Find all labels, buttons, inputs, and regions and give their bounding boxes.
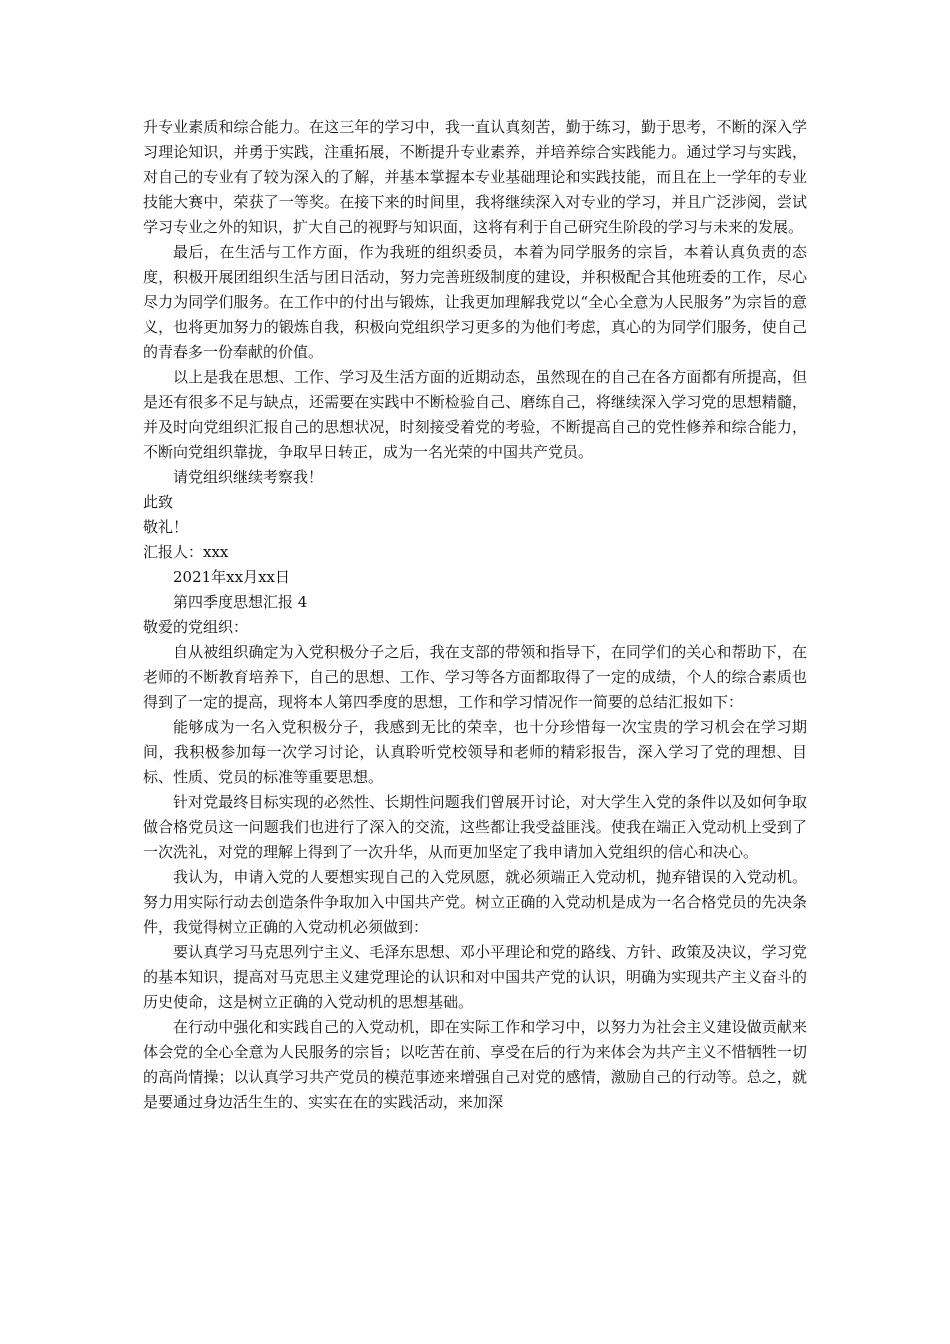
- body-paragraph: 要认真学习马克思列宁主义、毛泽东思想、邓小平理论和党的路线、方针、政策及决议，学习党的基本知识，提高对马克思主义建党理论的认识和对中国共产党的认识，明确为实现共产主义奋斗的历史使命，这是树立正确的入党动机的思想基础。: [143, 943, 807, 1011]
- section-title: 第四季度思想汇报 4: [173, 593, 308, 611]
- body-paragraph: 我认为，申请入党的人要想实现自己的入党夙愿，就必须端正入党动机，抛弃错误的入党动机。努力用实际行动去创造条件争取加入中国共产党。树立正确的入党动机是成为一名合格党员的先决条件，我觉得树立正确的入党动机必须做到：: [143, 868, 807, 936]
- body-paragraph: 针对党最终目标实现的必然性、长期性问题我们曾展开讨论，对大学生入党的条件以及如何争取做合格党员这一问题我们也进行了深入的交流，这些都让我受益匪浅。使我在端正入党动机上受到了一次洗礼，对党的理解上得到了一次升华，从而更加坚定了我申请加入党组织的信心和决心。: [143, 793, 807, 861]
- closing-request: 请党组织继续考察我！: [173, 468, 324, 486]
- body-paragraph: 升专业素质和综合能力。在这三年的学习中，我一直认真刻苦，勤于练习，勤于思考，不断的深入学习理论知识，并勇于实践，注重拓展，不断提升专业素养，并培养综合实践能力。通过学习与实践，对自己的专业有了较为深入的了解，并基本掌握本专业基础理论和实践技能，而且在上一学年的专业技能大赛中，荣获了一等奖。在接下来的时间里，我将继续深入对专业的学习，并且广泛涉阅，尝试学习专业之外的知识，扩大自己的视野与知识面，这将有利于自己研究生阶段的学习与未来的发展。: [143, 118, 807, 236]
- salutation-jingli: 敬礼！: [143, 518, 189, 536]
- document-body: [143, 115, 807, 1115]
- salutation-cizhi: 此致: [143, 493, 174, 511]
- report-date: 2021年xx月xx日: [173, 568, 291, 586]
- body-paragraph: 自从被组织确定为入党积极分子之后，我在支部的带领和指导下，在同学们的关心和帮助下，在老师的不断教育培养下，自己的思想、工作、学习等各方面都取得了一定的成绩，个人的综合素质也得到了一定的提高，现将本人第四季度的思想，工作和学习情况作一简要的总结汇报如下：: [143, 643, 807, 711]
- body-paragraph: 以上是我在思想、工作、学习及生活方面的近期动态，虽然现在的自己在各方面都有所提高，但是还有很多不足与缺点，还需要在实践中不断检验自己、磨练自己，将继续深入学习党的思想精髓，并及时向党组织汇报自己的思想状况，时刻接受着党的考验，不断提高自己的党性修养和综合能力，不断向党组织靠拢，争取早日转正，成为一名光荣的中国共产党员。: [143, 368, 807, 461]
- body-paragraph: 能够成为一名入党积极分子，我感到无比的荣幸，也十分珍惜每一次宝贵的学习机会在学习期间，我积极参加每一次学习讨论，认真聆听党校领导和老师的精彩报告，深入学习了党的理想、目标、性质、党员的标准等重要思想。: [143, 718, 807, 786]
- reporter-signature: 汇报人：xxx: [143, 543, 229, 561]
- body-paragraph: 最后，在生活与工作方面，作为我班的组织委员，本着为同学服务的宗旨，本着认真负责的态度，积极开展团组织生活与团日活动，努力完善班级制度的建设，并积极配合其他班委的工作，尽心尽力为同学们服务。在工作中的付出与锻炼，让我更加理解我党以“全心全意为人民服务”为宗旨的意义，也将更加努力的锻炼自我，积极向党组织学习更多的为他们考虑，真心的为同学们服务，使自己的青春多一份奉献的价值。: [143, 243, 807, 361]
- greeting: 敬爱的党组织：: [143, 618, 249, 636]
- body-paragraph: 在行动中强化和实践自己的入党动机，即在实际工作和学习中，以努力为社会主义建设做贡献来体会党的全心全意为人民服务的宗旨；以吃苦在前、享受在后的行为来体会为共产主义不惜牺牲一切的高尚情操；以认真学习共产党员的模范事迹来增强自己对党的感情，激励自己的行动等。总之，就是要通过身边活生生的、实实在在的实践活动，来加深: [143, 1018, 807, 1111]
